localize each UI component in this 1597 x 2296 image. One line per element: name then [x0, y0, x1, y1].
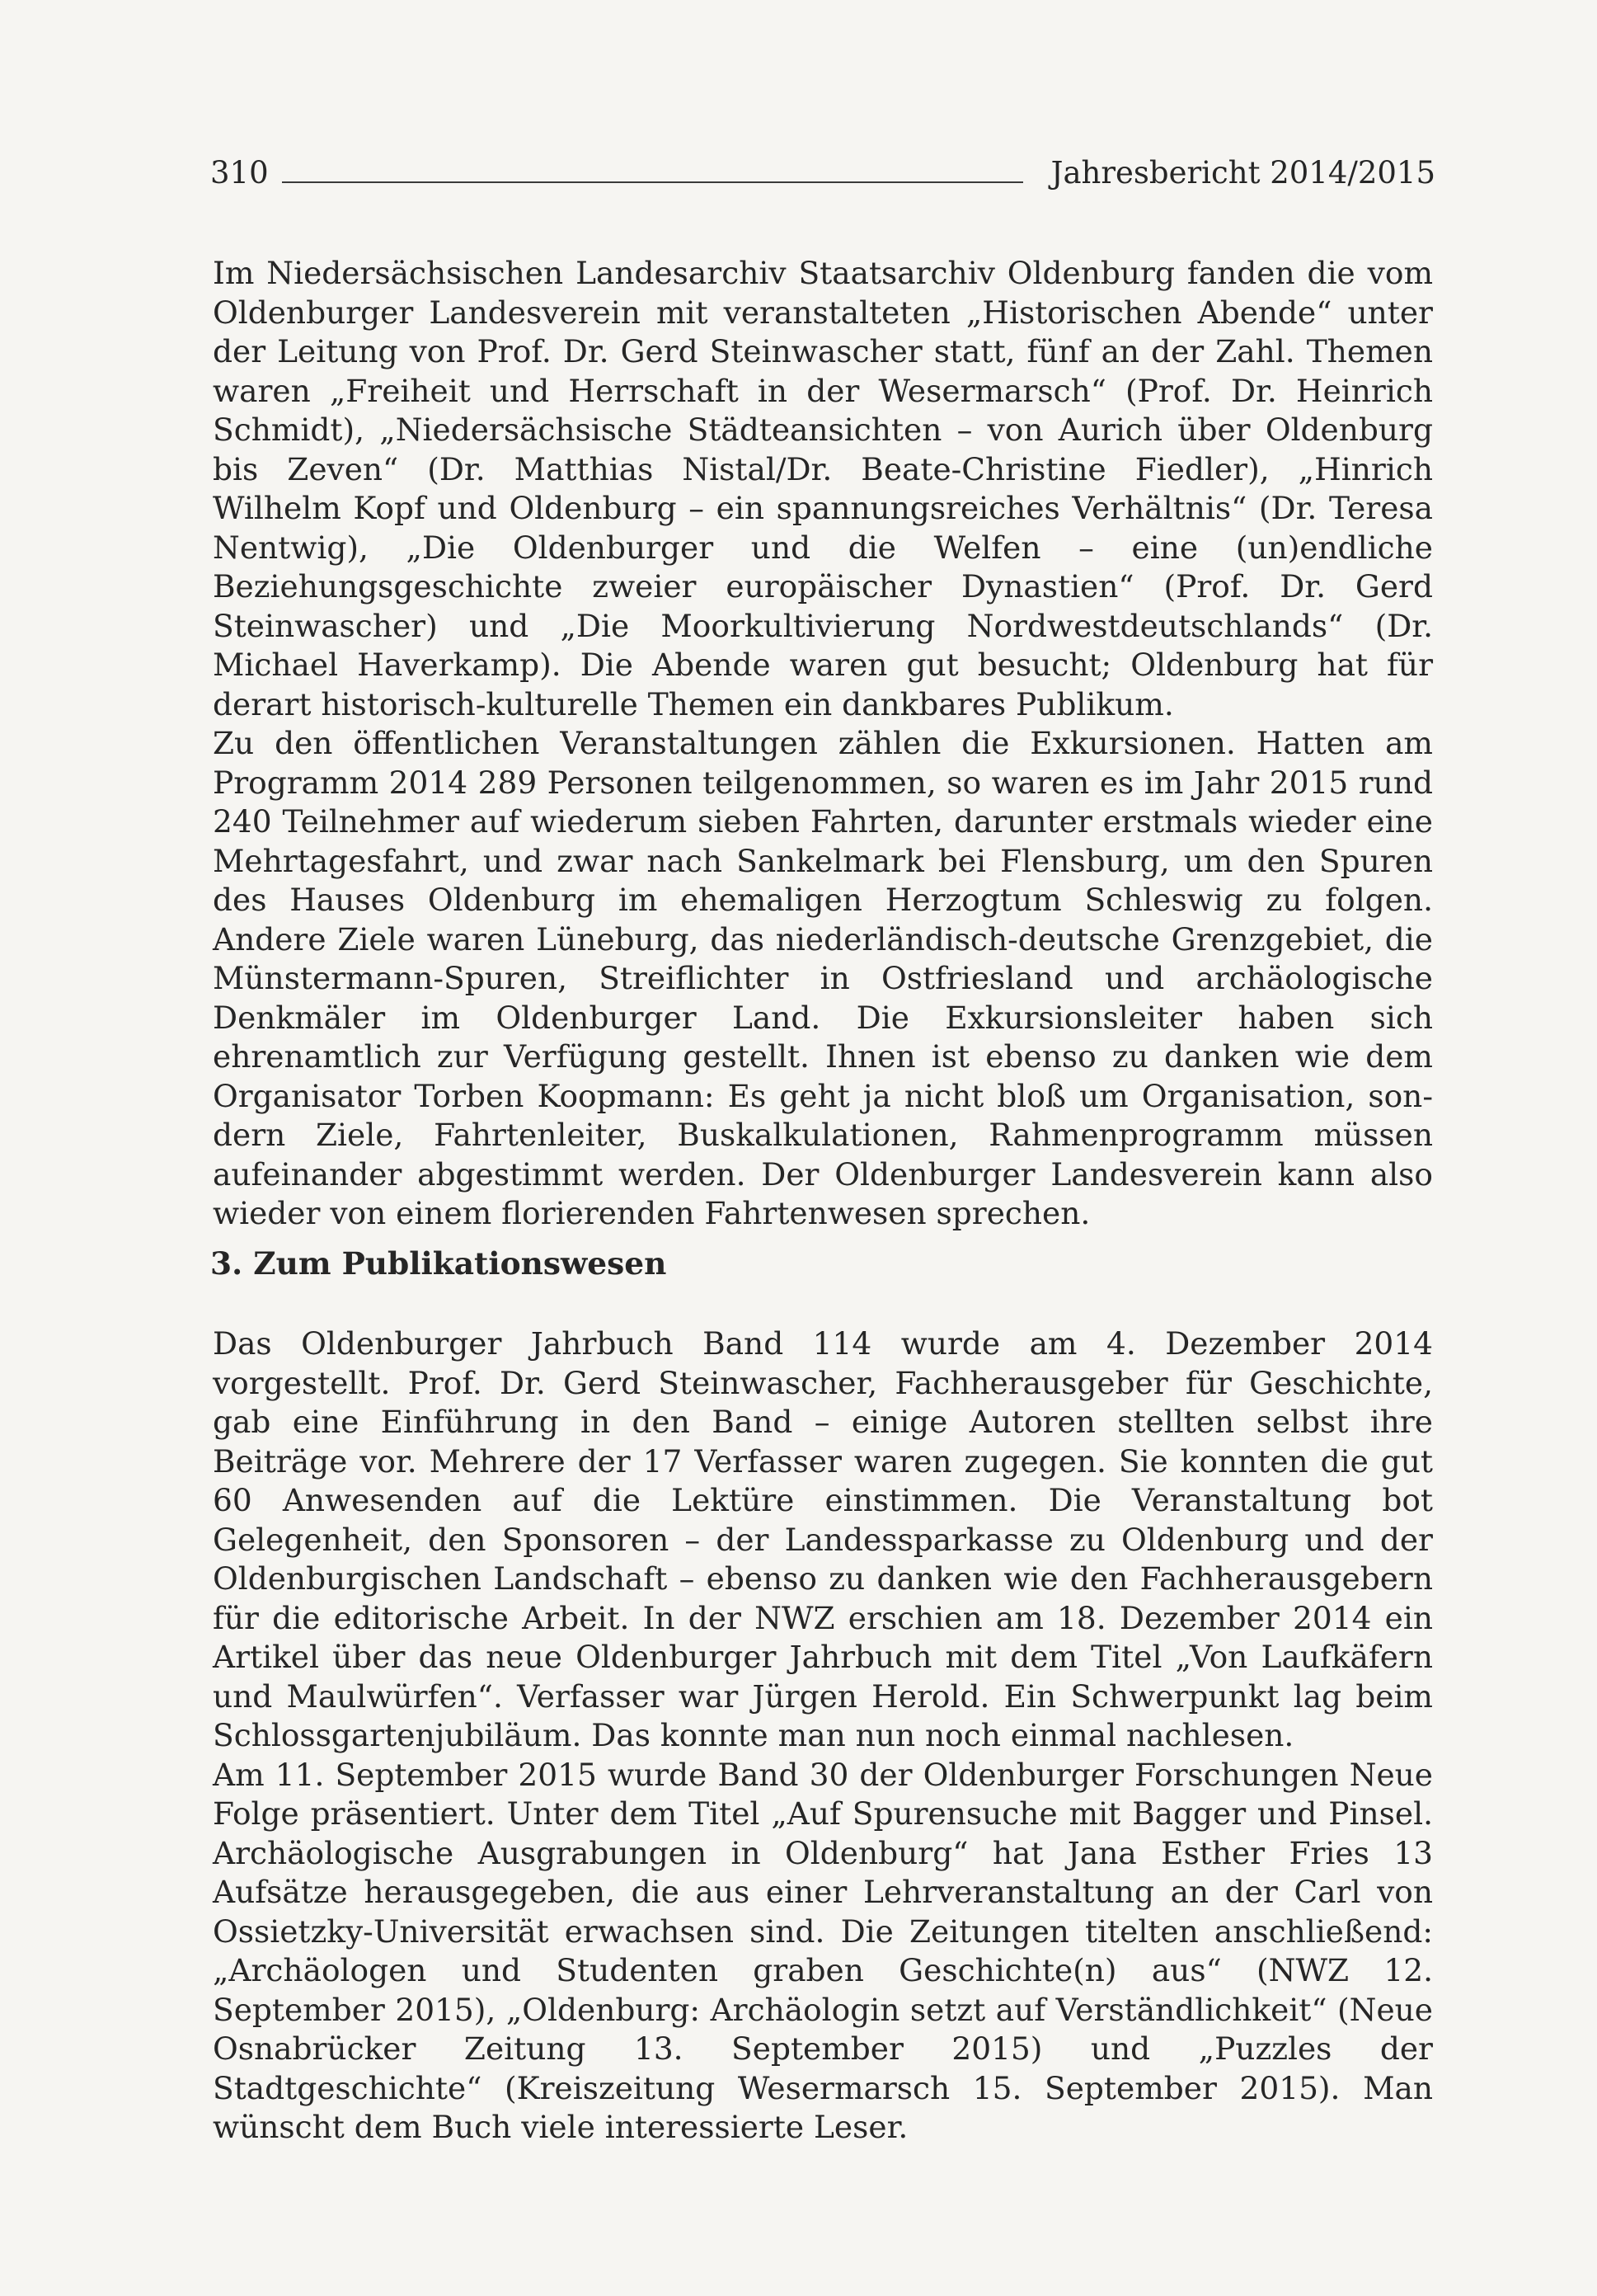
paragraph-jahrbuch: Das Oldenburger Jahrbuch Band 114 wurde am 4. Dezember 2014 vorgestellt. Prof. Dr. Gerd Steinwascher, Fachherausgeber für Geschichte, gab eine Einführung in den Band – einige Autoren stellten selbst ihre Beiträge vor. Mehrere der 17 Verfasser waren zugegen. Sie konnten die gut 60 Anwesenden auf die Lektüre einstimmen. Die Veranstaltung bot Gelegenheit, den Sponsoren – der Landessparkasse zu Oldenburg und der Oldenburgischen Landschaft – ebenso zu danken wie den Fachherausgebern für die editorische Arbeit. In der NWZ erschien am 18. Dezember 2014 ein Artikel über das neue Oldenburger Jahrbuch mit dem Titel „Von Laufkäfern und Maulwürfen“. Verfasser war Jürgen Herold. Ein Schwerpunkt lag beim Schlossgartenjubiläum. Das konnte man nun noch einmal nachlesen. — [213, 1325, 1433, 1753]
section-publikationswesen — [213, 1324, 1433, 2148]
page-number: 310 — [210, 155, 269, 191]
paragraph-historische-abende: Im Niedersächsischen Landesarchiv Staatsarchiv Oldenburg fanden die vom Oldenburger Landesverein mit veranstalteten „Historischen Abende“ unter der Leitung von Prof. Dr. Gerd Steinwascher statt, fünf an der Zahl. Themen waren „Freiheit und Herrschaft in der Wesermarsch“ (Prof. Dr. Heinrich Schmidt), „Niedersächsische Städteansichten – von Aurich über Oldenburg bis Zeven“ (Dr. Matthias Nistal/Dr. Beate-Christine Fiedler), „Hinrich Wilhelm Kopf und Oldenburg – ein spannungsreiches Verhältnis“ (Dr. Teresa Nentwig), „Die Oldenburger und die Welfen – eine (un)endliche Beziehungsgeschichte zweier europäischer Dynastien“ (Prof. Dr. Gerd Steinwascher) und „Die Moorkultivierung Nordwestdeutschlands“ (Dr. Michael Haverkamp). Die Abende waren gut besucht; Oldenburg hat für derart historisch-kulturelle Themen ein dankbares Publikum. — [213, 255, 1433, 722]
section-historische-abende — [213, 254, 1433, 1234]
running-header — [210, 147, 1435, 193]
paragraph-forschungen: Am 11. September 2015 wurde Band 30 der Oldenburger Forschungen Neue Folge präsentiert. Unter dem Titel „Auf Spurensuche mit Bagger und Pinsel. Archäologische Ausgrabungen in Oldenburg“ hat Jana Esther Fries 13 Aufsätze herausgegeben, die aus einer Lehrveranstaltung an der Carl von Ossietzky-Universität erwachsen sind. Die Zeitungen titelten anschließend: „Archäologen und Studenten graben Geschichte(n) aus“ (NWZ 12. September 2015), „Oldenburg: Archäologin setzt auf Verständlichkeit“ (Neue Osnabrücker Zeitung 13. September 2015) und „Puzzles der Stadtgeschichte“ (Kreiszeitung Wesermarsch 15. September 2015). Man wünscht dem Buch viele interessierte Leser. — [213, 1756, 1433, 2145]
header-rule — [282, 181, 1023, 183]
running-title: Jahresbericht 2014/2015 — [1050, 155, 1435, 191]
section-heading-publikationswesen: 3. Zum Publikationswesen — [210, 1245, 667, 1282]
paragraph-exkursionen: Zu den öffentlichen Veranstaltungen zählen die Exkursionen. Hatten am Programm 2014 289 Personen teilgenommen, so waren es im Jahr 2015 rund 240 Teilnehmer auf wiederum sieben Fahrten, darunter erstmals wieder eine Mehrtagesfahrt, und zwar nach Sankelmark bei Flensburg, um den Spuren des Hauses Oldenburg im ehemaligen Herzogtum Schleswig zu folgen. Andere Ziele waren Lüneburg, das niederländisch-deutsche Grenzgebiet, die Münstermann-Spuren, Streiflichter in Ostfriesland und archäologische Denkmäler im Oldenburger Land. Die Exkursionsleiter haben sich ehrenamtlich zur Verfügung gestellt. Ihnen ist ebenso zu danken wie dem Organisator Torben Koopmann: Es geht ja nicht bloß um Organisation, sondern Ziele, Fahrtenleiter, Buskalkulationen, Rahmenprogramm müssen aufeinander abgestimmt werden. Der Oldenburger Landesverein kann also wieder von einem florierenden Fahrtenwesen sprechen. — [213, 725, 1433, 1231]
